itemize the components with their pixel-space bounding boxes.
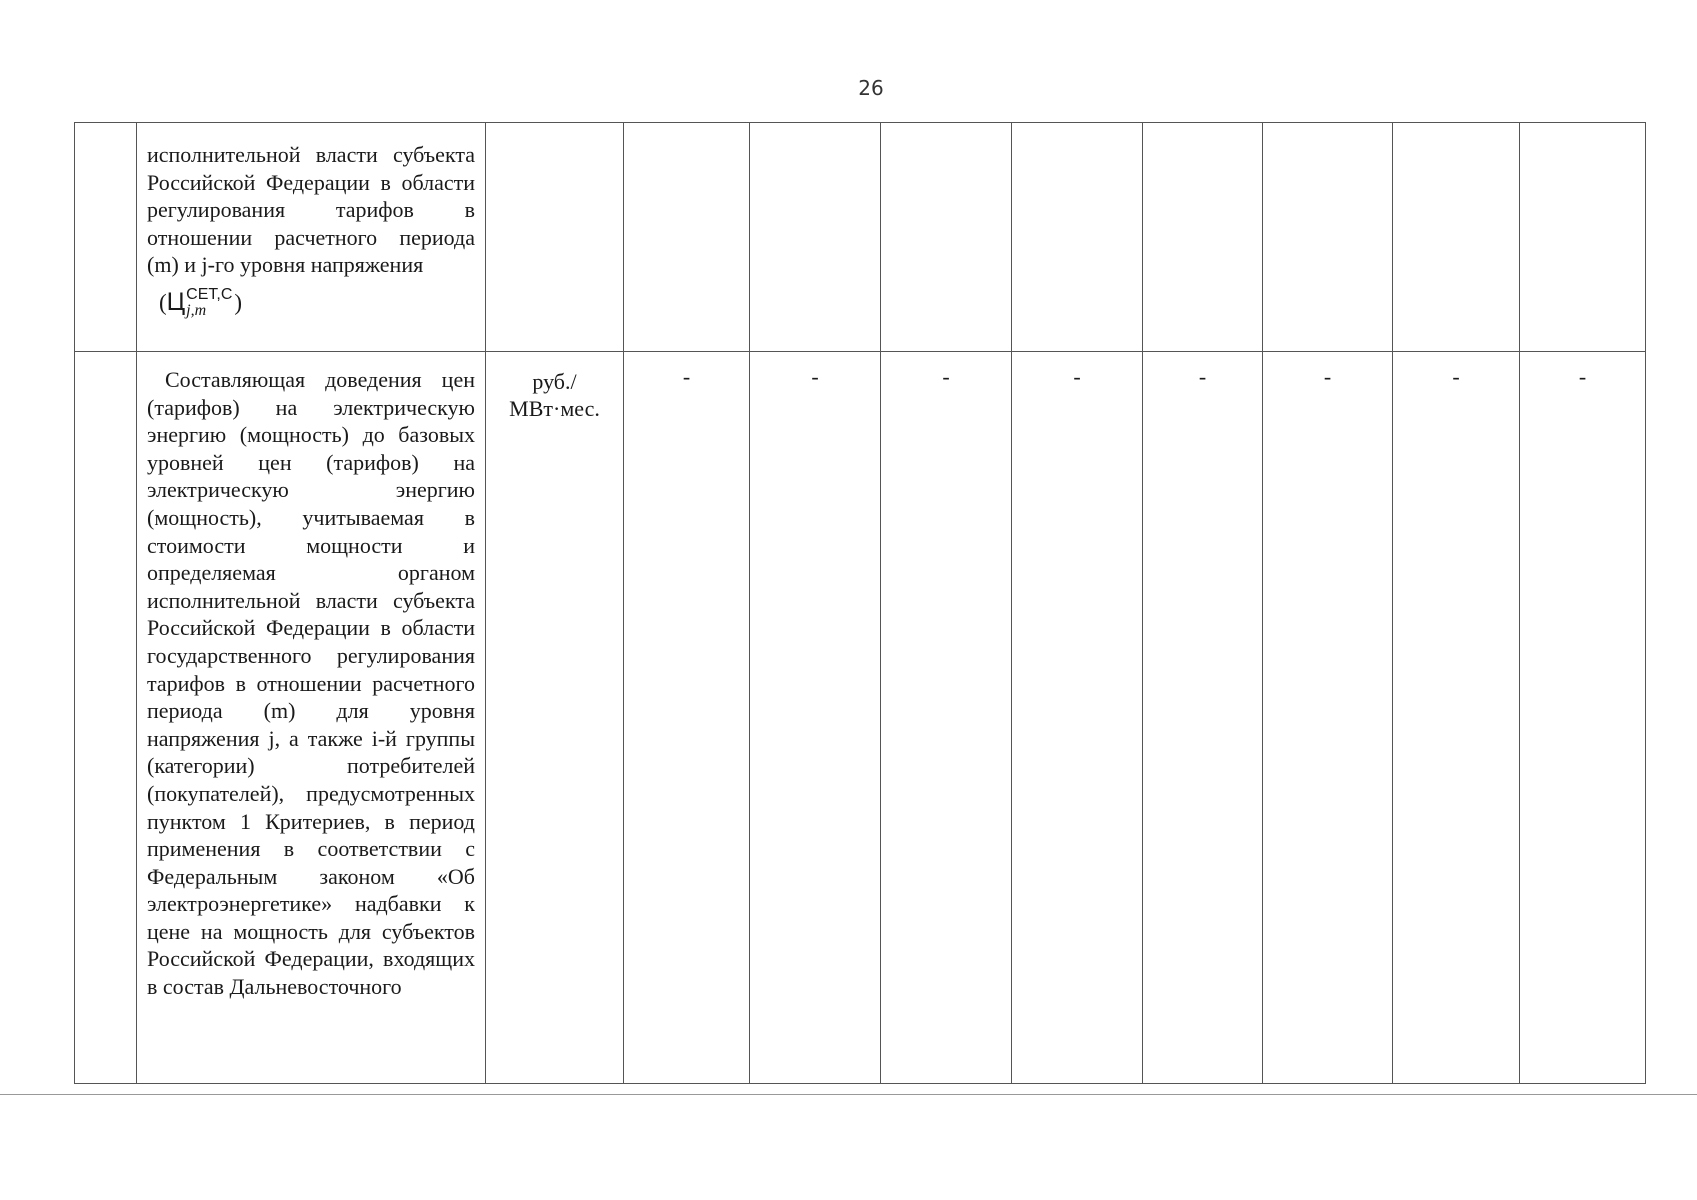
data-table [74, 122, 1646, 1084]
value-dash: - [1073, 364, 1081, 389]
value-dash: - [1452, 364, 1460, 389]
formula-subscript: j,m [186, 301, 207, 319]
value-cell [624, 352, 750, 1084]
value-dash: - [682, 364, 691, 389]
value-cell [1143, 123, 1263, 352]
row-description: Составляющая доведения цен (тарифов) на электрическую энергию (мощность) до базовых уровней цен (тарифов) на электрическую энергию (мощность), учитываемая в стоимости мощности и определяемая органом исполнительной власти субъекта Российской Федерации в области государственного регулирования тарифов в отношении расчетного периода (m) для уровня напряжения j, а также i-й группы (категории) потребителей (покупателей), предусмотренных пунктом 1 Критериев, в период применения в соответствии с Федеральным законом «Об электроэнергетике» надбавки к цене на мощность для субъектов Российской Федерации, входящих в состав Дальневосточного [147, 367, 475, 1000]
table-row [75, 123, 1646, 352]
formula-symbol: Ц [166, 287, 186, 316]
row-description: исполнительной власти субъекта Российской Федерации в области регулирования тарифов в отношении расчетного периода (m) и j-го уровня напряжения [147, 142, 475, 278]
page-number: 26 [858, 76, 884, 100]
number-cell [75, 123, 137, 352]
table-row [75, 352, 1646, 1084]
page-bottom-rule [0, 1094, 1697, 1095]
description-cell [137, 123, 486, 352]
value-cell [881, 123, 1012, 352]
value-dash: - [811, 364, 819, 389]
value-cell [1393, 352, 1520, 1084]
value-cell [624, 123, 750, 352]
value-dash: - [1198, 364, 1207, 389]
unit-cell [486, 123, 624, 352]
value-cell [1143, 352, 1263, 1084]
formula-superscript: СЕТ,С [186, 285, 233, 303]
value-cell [1393, 123, 1520, 352]
value-cell [881, 352, 1012, 1084]
value-dash: - [1323, 364, 1332, 389]
value-dash: - [1578, 364, 1587, 389]
value-cell [1520, 123, 1646, 352]
unit-line-1: руб./ [532, 369, 577, 394]
value-cell [1012, 352, 1143, 1084]
unit-line-2: МВт·мес. [509, 396, 600, 421]
value-cell [750, 123, 881, 352]
value-cell [1012, 123, 1143, 352]
unit-cell [486, 352, 624, 1084]
value-cell [750, 352, 881, 1084]
value-cell [1263, 123, 1393, 352]
value-cell [1520, 352, 1646, 1084]
unit-label [486, 352, 623, 422]
value-dash: - [942, 364, 950, 389]
description-cell [137, 352, 486, 1084]
number-cell [75, 352, 137, 1084]
formula-open-paren: ( [159, 289, 167, 315]
value-cell [1263, 352, 1393, 1084]
formula [137, 287, 485, 321]
formula-close-paren: ) [234, 289, 243, 315]
